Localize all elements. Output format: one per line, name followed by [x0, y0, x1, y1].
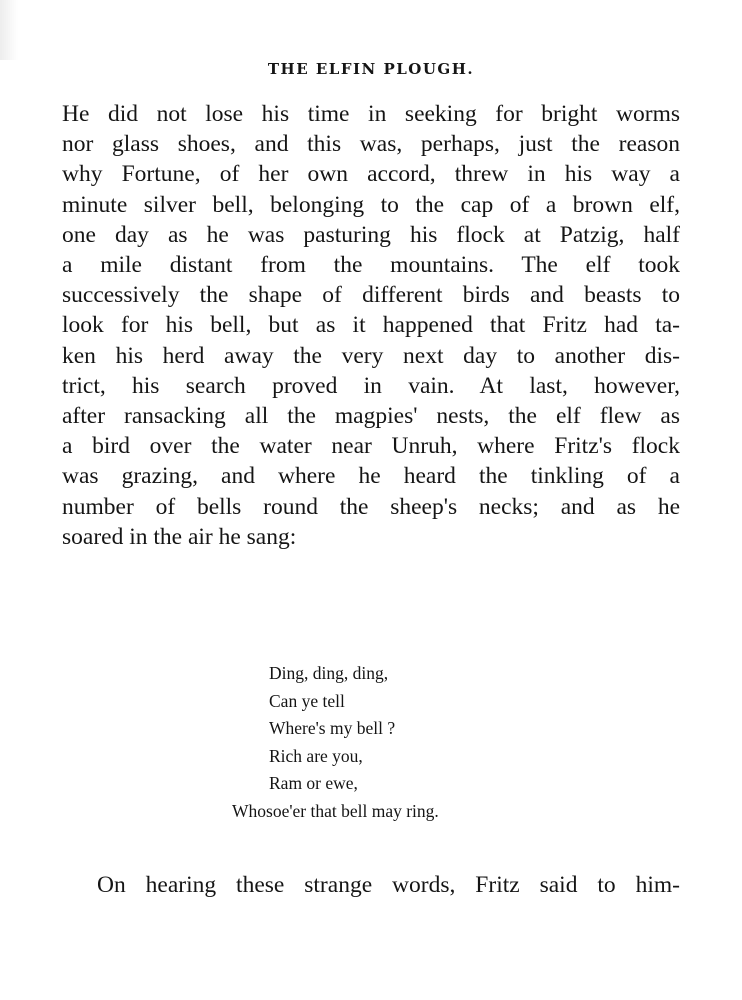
verse-line: Rich are you, [269, 745, 363, 766]
text-line: successively the shape of different birds and beasts to [62, 282, 680, 309]
text-line: a mile distant from the mountains. The elf took [62, 252, 680, 279]
text-line: soared in the air he sang: [62, 523, 297, 550]
text-line: a bird over the water near Unruh, where Fritz's flock [62, 433, 680, 460]
text-line: after ransacking all the magpies' nests, the elf flew as [62, 403, 680, 430]
verse-line: Can ye tell [269, 690, 345, 711]
verse-line: Where's my bell ? [269, 718, 396, 739]
text-line: minute silver bell, belonging to the cap of a brown elf, [62, 191, 680, 218]
verse-line: Ram or ewe, [269, 773, 358, 794]
verse-line: Whosoe'er that bell may ring. [232, 800, 439, 821]
text-line: was grazing, and where he heard the tinkling of a [62, 463, 680, 490]
body-paragraph [62, 99, 680, 552]
text-line: one day as he was pasturing his flock at Patzig, half [62, 221, 680, 248]
text-line: why Fortune, of her own accord, threw in his way a [62, 161, 680, 188]
text-line: nor glass shoes, and this was, perhaps, just the reason [62, 131, 680, 158]
text-line: look for his bell, but as it happened that Fritz had ta- [62, 312, 680, 339]
running-head: THE ELFIN PLOUGH. [267, 60, 475, 78]
text-line: ken his herd away the very next day to another dis- [62, 342, 680, 369]
continuation-line: On hearing these strange words, Fritz said to him- [97, 872, 680, 898]
verse-line: Ding, ding, ding, [269, 663, 389, 683]
verse-stanza [232, 660, 439, 826]
scan-edge-shadow [0, 0, 18, 60]
text-line: number of bells round the sheep's necks; and as he [62, 493, 680, 520]
text-line: He did not lose his time in seeking for bright worms [62, 101, 680, 127]
text-line: trict, his search proved in vain. At last, however, [62, 372, 680, 399]
